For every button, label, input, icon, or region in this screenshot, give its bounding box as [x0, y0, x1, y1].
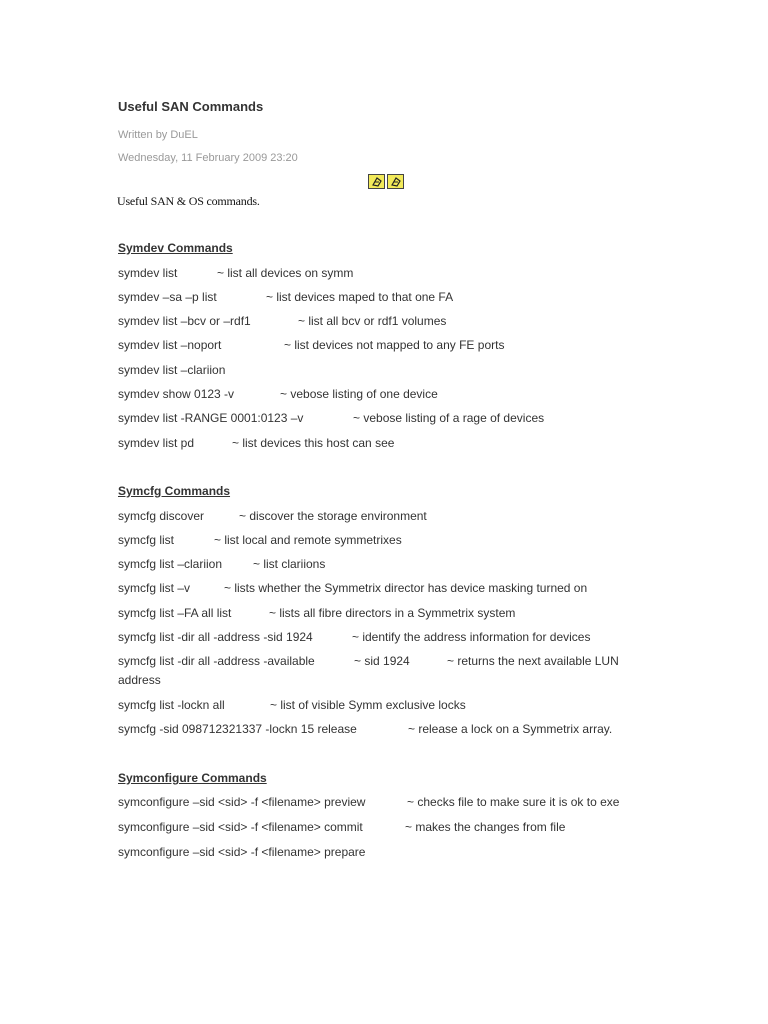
print-icon[interactable] — [387, 174, 404, 189]
table-row-cmd: symcfg discover — [118, 509, 205, 523]
table-row-cmd: symconfigure –sid <sid> -f <filename> preview — [118, 795, 366, 809]
table-row-desc: ~ checks file to make sure it is ok to exe — [407, 795, 620, 809]
table-row-desc: ~ identify the address information for devices — [352, 630, 591, 644]
table-row-desc: ~ lists all fibre directors in a Symmetrix system — [269, 606, 516, 620]
table-row-desc: ~ lists whether the Symmetrix director has device masking turned on — [224, 581, 588, 595]
pdf-icon[interactable] — [368, 174, 385, 189]
table-row-desc: ~ list devices maped to that one FA — [266, 290, 454, 304]
table-row-desc: ~ vebose listing of a rage of devices — [353, 411, 545, 425]
table-row-cmd: symcfg list –clariion — [118, 557, 223, 571]
author-line: Written by DuEL — [118, 129, 198, 141]
table-row-desc: ~ vebose listing of one device — [280, 387, 438, 401]
table-row-cmd: symdev list –noport — [118, 338, 222, 352]
table-row-desc: ~ sid 1924 — [354, 654, 410, 668]
table-row-cmd: symcfg list — [118, 533, 175, 547]
table-row-cmd: symcfg list -lockn all — [118, 698, 225, 712]
table-row-desc: ~ list all bcv or rdf1 volumes — [298, 314, 447, 328]
table-row-desc: ~ release a lock on a Symmetrix array. — [408, 722, 613, 736]
page-title: Useful SAN Commands — [118, 99, 264, 114]
section-heading-symconfigure: Symconfigure Commands — [118, 771, 267, 785]
table-row-desc: ~ list devices this host can see — [232, 436, 395, 450]
table-row-desc: ~ list devices not mapped to any FE ports — [284, 338, 505, 352]
table-row-cmd: symdev list –bcv or –rdf1 — [118, 314, 251, 328]
table-row-cmd: symcfg list –v — [118, 581, 191, 595]
table-row-desc: ~ list all devices on symm — [217, 266, 354, 280]
table-row-cmd: symcfg list –FA all list — [118, 606, 232, 620]
table-row-desc: ~ discover the storage environment — [239, 509, 427, 523]
table-row-desc: ~ returns the next available LUN — [447, 654, 619, 668]
table-row-cmd: symdev show 0123 -v — [118, 387, 235, 401]
table-row-cmd: symconfigure –sid <sid> -f <filename> commit — [118, 820, 363, 834]
section-heading-symcfg: Symcfg Commands — [118, 484, 231, 498]
date-line: Wednesday, 11 February 2009 23:20 — [118, 152, 298, 164]
table-row-cmd: symdev list –clariion — [118, 363, 226, 377]
table-row-cmd: symconfigure –sid <sid> -f <filename> prepare — [118, 845, 366, 859]
table-row-desc: ~ list of visible Symm exclusive locks — [270, 698, 466, 712]
table-row-cmd: symcfg list -dir all -address -sid 1924 — [118, 630, 313, 644]
table-row-desc: ~ list local and remote symmetrixes — [214, 533, 402, 547]
section-heading-symdev: Symdev Commands — [118, 241, 233, 255]
table-row-desc: ~ list clariions — [253, 557, 326, 571]
action-icons — [368, 174, 406, 189]
table-row-wrap: address — [118, 673, 161, 687]
intro-text: Useful SAN & OS commands. — [117, 194, 260, 208]
table-row-cmd: symcfg list -dir all -address -available — [118, 654, 315, 668]
table-row-cmd: symdev list -RANGE 0001:0123 –v — [118, 411, 304, 425]
table-row-cmd: symdev list pd — [118, 436, 195, 450]
table-row-cmd: symdev list — [118, 266, 178, 280]
table-row-cmd: symcfg -sid 098712321337 -lockn 15 release — [118, 722, 357, 736]
table-row-desc: ~ makes the changes from file — [405, 820, 566, 834]
table-row-cmd: symdev –sa –p list — [118, 290, 217, 304]
